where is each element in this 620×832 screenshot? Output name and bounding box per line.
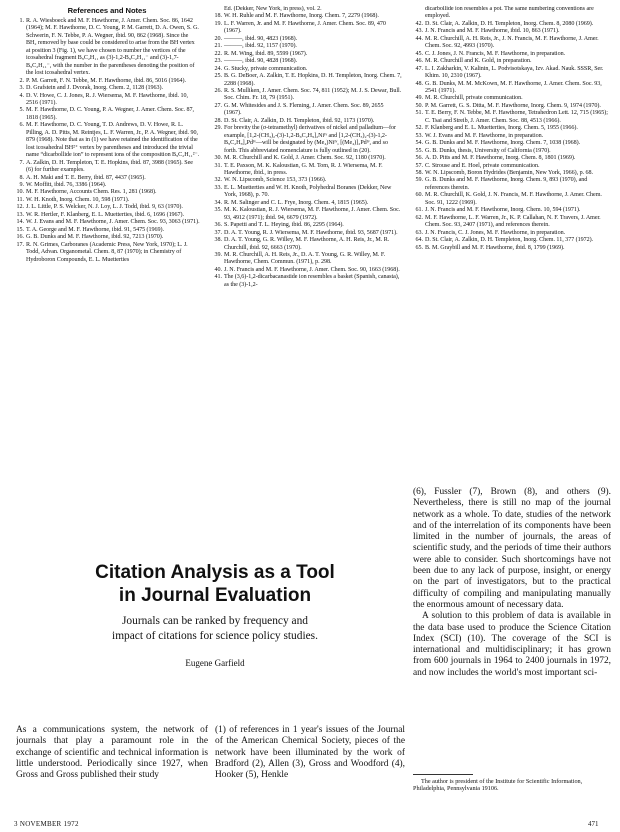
reference-list-2 xyxy=(212,6,402,289)
reference-text: S. Papetti and T. L. Heying, ibid. 86, 2295 (1964). xyxy=(224,222,344,229)
reference-text: dicarbollide ion resembles a pot. The same numbering conventions are employed. xyxy=(425,6,594,20)
reference-number: 28. xyxy=(214,117,222,124)
reference-text: W. J. Evans and M. F. Hawthorne, J. Amer. Chem. Soc. 93, 3063 (1971). xyxy=(26,219,200,226)
reference-item xyxy=(14,18,200,78)
reference-text: M. R. Churchill and K. Gold, J. Amer. Chem. Soc. 92, 1180 (1970). xyxy=(224,155,386,162)
reference-item xyxy=(212,73,402,88)
reference-number: 47. xyxy=(415,65,423,72)
reference-item xyxy=(14,234,200,241)
reference-text: M. R. Churchill, K. Gold, J. N. Francis, M. F. Hawthorne, J. Amer. Chem. Soc. 91, 1222 (1969). xyxy=(425,192,602,206)
reference-number: 3. xyxy=(19,85,24,92)
reference-item xyxy=(212,163,402,178)
reference-text: G. B. Dunks and M. F. Hawthorne, ibid. 92, 7213 (1970). xyxy=(26,234,164,241)
reference-number: 37. xyxy=(214,229,222,236)
reference-number: 48. xyxy=(415,80,423,87)
reference-item xyxy=(14,242,200,264)
reference-text: E. L. Muetterties and W. H. Knoth, Polyhedral Boranes (Dekker, New York, 1968), p. 70. xyxy=(224,184,392,199)
reference-text: W. H. Knoth, Inorg. Chem. 10, 598 (1971). xyxy=(26,196,130,203)
body-column-3 xyxy=(413,487,611,767)
reference-number: 43. xyxy=(415,28,423,35)
reference-number: 29. xyxy=(214,125,222,132)
page-number: 471 xyxy=(588,820,599,828)
reference-item xyxy=(14,219,200,226)
reference-item xyxy=(413,95,609,102)
reference-item xyxy=(413,28,609,35)
reference-number: 39. xyxy=(214,251,222,258)
reference-item xyxy=(212,177,402,184)
body-column-1 xyxy=(16,725,208,817)
reference-item xyxy=(14,160,200,175)
reference-number: 27. xyxy=(214,102,222,109)
reference-item xyxy=(14,189,200,196)
reference-number: 10. xyxy=(16,189,24,196)
reference-text: J. L. Little, P. S. Welcker, N. J. Loy, L. J. Todd, ibid. 9, 63 (1970). xyxy=(26,204,183,211)
reference-number: 13. xyxy=(16,211,24,218)
reference-text: G. Stucky, private communication. xyxy=(224,65,308,72)
reference-item xyxy=(413,155,609,162)
reference-text: W. N. Lipscomb, Boron Hydrides (Benjamin, New York, 1966), p. 68. xyxy=(425,169,593,176)
reference-item xyxy=(413,215,609,230)
reference-item xyxy=(14,85,200,92)
reference-text: T. E. Berry, F. N. Tebbe, M. F. Hawthorne, Tetrahedron Lett. 12, 715 (1965); C. Tsai and Streib, J. Amer. Chem. Soc. 88, 4513 (1966). xyxy=(425,110,608,124)
issue-date: 3 NOVEMBER 1972 xyxy=(14,820,79,828)
reference-item xyxy=(14,122,200,159)
reference-item xyxy=(212,207,402,222)
reference-item xyxy=(413,163,609,170)
reference-text: W. N. Lipscomb, Science 153, 373 (1966). xyxy=(224,177,327,184)
article-subtitle-line-1: Journals can be ranked by frequency and xyxy=(122,615,308,627)
reference-text: D. St. Clair, A. Zalkin, D. H. Templeton, ibid. 92, 1173 (1970). xyxy=(224,117,375,124)
reference-number: 12. xyxy=(16,204,24,211)
reference-number: 58. xyxy=(415,169,423,176)
reference-number: 11. xyxy=(16,196,24,203)
body-paragraph: A solution to this problem of data is available in the data base used to produce the Science Citation Index (SCI) (10). The coverage of the SCI is international and multidisciplinary; it has grown from 600 journals in 1964 to 2400 journals in 1972, and now includes the world's most important sci- xyxy=(413,611,611,678)
reference-number: 60. xyxy=(415,192,423,199)
reference-number: 8. xyxy=(19,174,24,181)
reference-item xyxy=(14,204,200,211)
reference-number: 38. xyxy=(214,237,222,244)
reference-text: C. Strouse and E. Hoel, private communication. xyxy=(425,162,540,169)
article-title-line-2: in Journal Evaluation xyxy=(118,585,312,606)
reference-text: L. I. Zakharkin, V. Kalinin, L. Podvisotskaya, Izv. Akad. Nauk. SSSR, Ser. Khim. 10, 2310 (1967). xyxy=(425,65,604,80)
reference-number: 24. xyxy=(214,65,222,72)
reference-text: G. M. Whitesides and J. S. Fleming, J. Amer. Chem. Soc. 89, 2655 (1967). xyxy=(224,102,384,117)
reference-text: W. R. Hertler, F. Klanberg, E. L. Muetterties, ibid. 6, 1696 (1967). xyxy=(26,211,185,218)
reference-item xyxy=(413,58,609,65)
reference-number: 62. xyxy=(415,214,423,221)
reference-item xyxy=(212,13,402,20)
reference-text: A. Zalkin, D. H. Templeton, T. E. Hopkins, ibid. 87, 3988 (1965). See (6) for further examples. xyxy=(26,159,193,174)
reference-text: M. F. Hawthorne, Accounts Chem. Res. 1, 281 (1968). xyxy=(26,189,157,196)
reference-text: L. F. Warren, Jr. and M. F. Hawthorne, J. Amer. Chem. Soc. 89, 470 (1967). xyxy=(224,20,386,35)
reference-text: G. B. Dunks and M. F. Hawthorne, Inorg. Chem. 9, 893 (1970), and references therein. xyxy=(425,177,588,191)
article-author: Eugene Garfield xyxy=(185,658,245,668)
reference-item xyxy=(14,78,200,85)
reference-item xyxy=(212,237,402,252)
reference-item xyxy=(212,43,402,50)
reference-number: 18. xyxy=(214,13,222,20)
reference-item xyxy=(413,148,609,155)
body-paragraph: (1) of references in 1 year's issues of the Journal of the American Chemical Society, pieces of the network have been illuminated by the work of Bradford (2), Allen (3), Gross and Woodford (4), Hooker (5), Henkle xyxy=(215,725,405,781)
reference-item xyxy=(212,103,402,118)
reference-number: 19. xyxy=(214,20,222,27)
reference-text: J. N. Francis and M. F. Hawthorne, Inorg. Chem. 10, 594 (1971). xyxy=(425,207,581,214)
reference-number: 52. xyxy=(415,125,423,132)
reference-number: 14. xyxy=(16,219,24,226)
reference-item xyxy=(413,36,609,51)
reference-number: 56. xyxy=(415,155,423,162)
reference-text: The (3,6)-1,2-dicarbacanastide ion resembles a basket (Spanish, canasta), as the (3)-1,2- xyxy=(224,274,400,288)
reference-number: 15. xyxy=(16,226,24,233)
reference-item xyxy=(212,252,402,267)
reference-item xyxy=(212,200,402,207)
reference-list-3 xyxy=(413,6,609,252)
reference-item xyxy=(413,245,609,252)
reference-number: 61. xyxy=(415,207,423,214)
reference-number: 33. xyxy=(214,184,222,191)
article-subtitle-line-2: impact of citations for science policy studies. xyxy=(112,630,318,642)
reference-text: R. N. Grimes, Carboranes (Academic Press, New York, 1970); L. J. Todd, Advan. Organometal. Chem. 8, 87 (1970); in Chemistry of Hydroboron Compounds, E. L. Muetterties xyxy=(26,241,188,263)
reference-number: 59. xyxy=(415,177,423,184)
reference-number: 36. xyxy=(214,222,222,229)
reference-item xyxy=(212,185,402,200)
reference-number: 6. xyxy=(19,122,24,129)
body-column-2 xyxy=(215,725,405,817)
reference-number: 51. xyxy=(415,110,423,117)
reference-number: 23. xyxy=(214,58,222,65)
reference-text: P. M. Garrett, G. S. Ditta, M. F. Hawthorne, Inorg. Chem. 9, 1974 (1970). xyxy=(425,102,601,109)
reference-number: 21. xyxy=(214,43,222,50)
reference-number: 4. xyxy=(19,92,24,99)
reference-item xyxy=(413,6,609,21)
reference-number: 63. xyxy=(415,229,423,236)
reference-text: M. F. Hawthorne, L. F. Warren, Jr., K. P. Callahan, N. F. Travers, J. Amer. Chem. Soc. 93, 2407 (1971), and references therein. xyxy=(425,214,601,229)
reference-text: Ed. (Dekker, New York, in press), vol. 2. xyxy=(224,6,322,12)
footnote-divider xyxy=(413,774,473,775)
reference-number: 65. xyxy=(415,244,423,251)
reference-text: F. Klanberg and E. L. Muetterties, Inorg. Chem. 5, 1955 (1966). xyxy=(425,125,578,132)
reference-text: R. M. Salinger and C. L. Frye, Inorg. Chem. 4, 1815 (1965). xyxy=(224,199,369,206)
reference-number: 46. xyxy=(415,58,423,65)
reference-text: M. K. Kaloustian, R. J. Wiersema, M. F. Hawthorne, J. Amer. Chem. Soc. 93, 4912 (1971); ibid. 94, 6679 (1972). xyxy=(224,207,401,221)
reference-item xyxy=(212,125,402,155)
reference-number: 54. xyxy=(415,140,423,147)
reference-text: G. B. Dunks and M. F. Hawthorne, Inorg. Chem. 7, 1038 (1968). xyxy=(425,140,581,147)
reference-item xyxy=(413,66,609,81)
reference-text: D. A. T. Young, R. J. Wiersema, M. F. Hawthorne, ibid. 93, 5687 (1971). xyxy=(224,229,398,236)
reference-number: 34. xyxy=(214,199,222,206)
reference-text: B. M. Graybill and M. F. Hawthorne, ibid. 8, 1799 (1969). xyxy=(425,244,565,251)
reference-item xyxy=(413,192,609,207)
reference-number: 57. xyxy=(415,162,423,169)
references-column-2 xyxy=(212,6,402,476)
reference-text: W. H. Ruhle and M. F. Hawthorne, Inorg. Chem. 7, 2279 (1968). xyxy=(224,13,379,20)
reference-text: R. A. Wiesboeck and M. F. Hawthorne, J. Amer. Chem. Soc. 86, 1642 (1964); M. F. Hawthorne, D. C. Young, P. M. Garrett, D. A. Owen, S. G. Schwerin, F. N. Tebbe, P. A. Wegner, ibid. 90, 862 (1968). Since the BH₂ removed by base could be considered to arise from the BH vertex at position 3 (Fig. 1), we have chosen to number the vertices of the icosahedral fragment B₉C₂H₁₁ as (3)-1,2-B₉C₂H₁₁⁻ and (3)-1,7-B₉C₂H₁₁⁻, with the number in the parentheses denoting the position of the lost icosahedral vertex. xyxy=(26,18,199,77)
reference-number: 31. xyxy=(214,162,222,169)
reference-text: ———, ibid. 90, 4823 (1968). xyxy=(224,35,298,42)
reference-text: M. R. Churchill, A. H. Reis, Jr., D. A. T. Young, G. R. Willey, M. F. Hawthorne, Chem. Commun. (1971), p. 298. xyxy=(224,251,386,266)
reference-item xyxy=(212,222,402,229)
references-column-3 xyxy=(413,6,609,476)
reference-text: G. B. Dunks, thesis, University of California (1970). xyxy=(425,147,551,154)
author-footnote: The author is president of the Institute for Scientific Information, Philadelphia, Pennsylvania 19106. xyxy=(413,778,583,793)
body-paragraph: As a communications system, the network of journals that play a paramount role in the exchange of scientific and technical information is little understood. Periodically since 1927, when Gross and Gross published their study xyxy=(16,725,208,781)
reference-text: T. E. Paxson, M. K. Kaloustian, G. M. Tom, R. J. Wiersema, M. F. Hawthorne, ibid., in press. xyxy=(224,162,383,176)
reference-text: G. B. Dunks, M. M. McKown, M. F. Hawthorne, J. Amer. Chem. Soc. 93, 2541 (1971). xyxy=(425,80,602,94)
reference-text: R. M. Wing, ibid. 89, 5599 (1967). xyxy=(224,50,308,57)
reference-text: M. F. Hawthorne, D. C. Young, P. A. Wegner, J. Amer. Chem. Soc. 87, 1818 (1965). xyxy=(26,107,194,121)
reference-text: P. M. Garrett, F. N. Tebbe, M. F. Hawthorne, ibid. 86, 5016 (1964). xyxy=(26,77,186,84)
reference-item xyxy=(413,110,609,125)
reference-item xyxy=(413,140,609,147)
reference-number: 26. xyxy=(214,87,222,94)
reference-number: 64. xyxy=(415,237,423,244)
reference-number: 25. xyxy=(214,73,222,80)
reference-item xyxy=(212,21,402,36)
reference-item xyxy=(413,125,609,132)
reference-number: 16. xyxy=(16,234,24,241)
reference-item xyxy=(212,66,402,73)
reference-text: J. N. Francis, C. J. Jones, M. F. Hawthorne, in preparation. xyxy=(425,229,566,236)
reference-number: 22. xyxy=(214,50,222,57)
reference-number: 55. xyxy=(415,147,423,154)
reference-number: 45. xyxy=(415,50,423,57)
reference-item xyxy=(14,175,200,182)
reference-text: D. St. Clair, A. Zalkin, D. H. Templeton, Inorg. Chem. 11, 377 (1972). xyxy=(425,237,594,244)
reference-text: For brevity the (σ-tetramethyl) derivatives of nickel and palladium—for example, [1,2-(CH₃)₂-(3)-1,2-B₉C₂H₉]₂Niᴵᵛ and [1,2-(CH₃)₂-(3)-1,2-B₉C₂H₉]₂Pdᴵᵛ—will be designated by (Me₄)Niᴵᵛ, [(Me₄)]₂Pdᴵᵛ, and so forth. This abbreviated nomenclature is fully outlined in (20). xyxy=(224,125,396,154)
reference-number: 5. xyxy=(19,107,24,114)
reference-text: M. R. Churchill and K. Gold, in preparation. xyxy=(425,58,532,65)
reference-text: ———, ibid. 92, 1157 (1970). xyxy=(224,43,297,50)
reference-text: M. R. Churchill, private communication. xyxy=(425,95,523,102)
reference-text: M. R. Churchill, A. H. Reis, Jr., J. N. Francis, M. F. Hawthorne, J. Amer. Chem. Soc. 92, 4993 (1970). xyxy=(425,35,599,50)
reference-item xyxy=(212,155,402,162)
reference-item xyxy=(413,81,609,96)
reference-item xyxy=(212,274,402,289)
references-heading: References and Notes xyxy=(67,6,147,15)
reference-text: ———, ibid. 90, 4828 (1968). xyxy=(224,58,298,65)
reference-item xyxy=(413,207,609,214)
reference-list-1 xyxy=(14,18,200,264)
article-title-line-1: Citation Analysis as a Tool xyxy=(95,562,335,583)
reference-text: M. F. Hawthorne, D. C. Young, T. D. Andrews, D. V. Howe, R. L. Pilling, A. D. Pitts, M. Reintjes, L. F. Warren, Jr., P. A. Wegner, ibid. 90, 879 (1968). Note that as in (1) we have retained the identification of the lost icosahedral BH²⁺ vertex by parentheses and introduced the trivial name “dicarbollide ion” to represent ions of the composition B₉C₂H₁₁²⁻. xyxy=(26,122,200,159)
reference-item xyxy=(212,230,402,237)
reference-item xyxy=(413,230,609,237)
reference-item xyxy=(413,177,609,192)
reference-text: W. J. Evans and M. F. Hawthorne, in preparation. xyxy=(425,132,544,139)
reference-item xyxy=(14,93,200,108)
reference-text: R. S. Mulliken, J. Amer. Chem. Soc. 74, 811 (1952); M. J. S. Dewar, Bull. Soc. Chim. Fr. 18, 79 (1951). xyxy=(224,87,402,102)
reference-number: 30. xyxy=(214,155,222,162)
reference-item xyxy=(413,237,609,244)
reference-number: 50. xyxy=(415,102,423,109)
reference-number: 32. xyxy=(214,177,222,184)
references-column-1 xyxy=(14,6,200,476)
reference-text: B. G. DeBoer, A. Zalkin, T. E. Hopkins, D. H. Templeton, Inorg. Chem. 7, 2288 (1968). xyxy=(224,73,402,87)
reference-number: 9. xyxy=(19,181,24,188)
reference-number: 40. xyxy=(214,266,222,273)
reference-item xyxy=(212,58,402,65)
reference-text: A. H. Maki and T. E. Berry, ibid. 87, 4437 (1965). xyxy=(26,174,146,181)
reference-text: C. J. Jones, J. N. Francis, M. F. Hawthorne, in preparation. xyxy=(425,50,566,57)
reference-number: 17. xyxy=(16,241,24,248)
reference-text: D. Grafstein and J. Dvorak, Inorg. Chem. 2, 1128 (1963). xyxy=(26,85,163,92)
reference-number: 2. xyxy=(19,77,24,84)
reference-item xyxy=(413,51,609,58)
reference-number: 53. xyxy=(415,132,423,139)
reference-item xyxy=(212,88,402,103)
body-paragraph: (6), Fussler (7), Brown (8), and others (9). Nevertheless, there is still no map of the journal network as a whole. To date, studies of the network and of the interrelation of its components have been limited in the number of journals, the areas of scientific study, and the periods of time their authors were able to consider. Such shortcomings have not been due to any lack of purpose, insight, or energy on the part of investigators, but to the practical difficulty of compiling and manipulating manually the enormous amount of necessary data. xyxy=(413,487,611,610)
reference-item xyxy=(14,107,200,122)
reference-text: W. Moffitt, ibid. 76, 3386 (1964). xyxy=(26,181,107,188)
reference-text: A. D. Pitts and M. F. Hawthorne, Inorg. Chem. 8, 1801 (1969). xyxy=(425,155,576,162)
reference-text: D. A. T. Young, G. R. Willey, M. F. Hawthorne, A. H. Reis, Jr., M. R. Churchill, ibid. 92, 6663 (1970). xyxy=(224,237,390,251)
reference-text: J. N. Francis and M. F. Hawthorne, J. Amer. Chem. Soc. 90, 1663 (1968). xyxy=(224,266,400,273)
reference-number: 1. xyxy=(19,18,24,24)
reference-number: 49. xyxy=(415,95,423,102)
reference-text: D. V. Howe, C. J. Jones, R. J. Wiersema, M. F. Hawthorne, ibid. 10, 2516 (1971). xyxy=(26,92,188,106)
reference-number: 35. xyxy=(214,207,222,214)
reference-text: D. St. Clair, A. Zalkin, D. H. Templeton, Inorg. Chem. 8, 2080 (1969). xyxy=(425,20,594,27)
reference-number: 7. xyxy=(19,159,24,166)
reference-number: 42. xyxy=(415,20,423,27)
reference-number: 44. xyxy=(415,35,423,42)
reference-text: J. N. Francis and M. F. Hawthorne, ibid. 10, 863 (1971). xyxy=(425,28,560,35)
reference-number: 41. xyxy=(214,274,222,281)
reference-number: 20. xyxy=(214,35,222,42)
reference-text: T. A. George and M. F. Hawthorne, ibid. 91, 5475 (1969). xyxy=(26,226,164,233)
